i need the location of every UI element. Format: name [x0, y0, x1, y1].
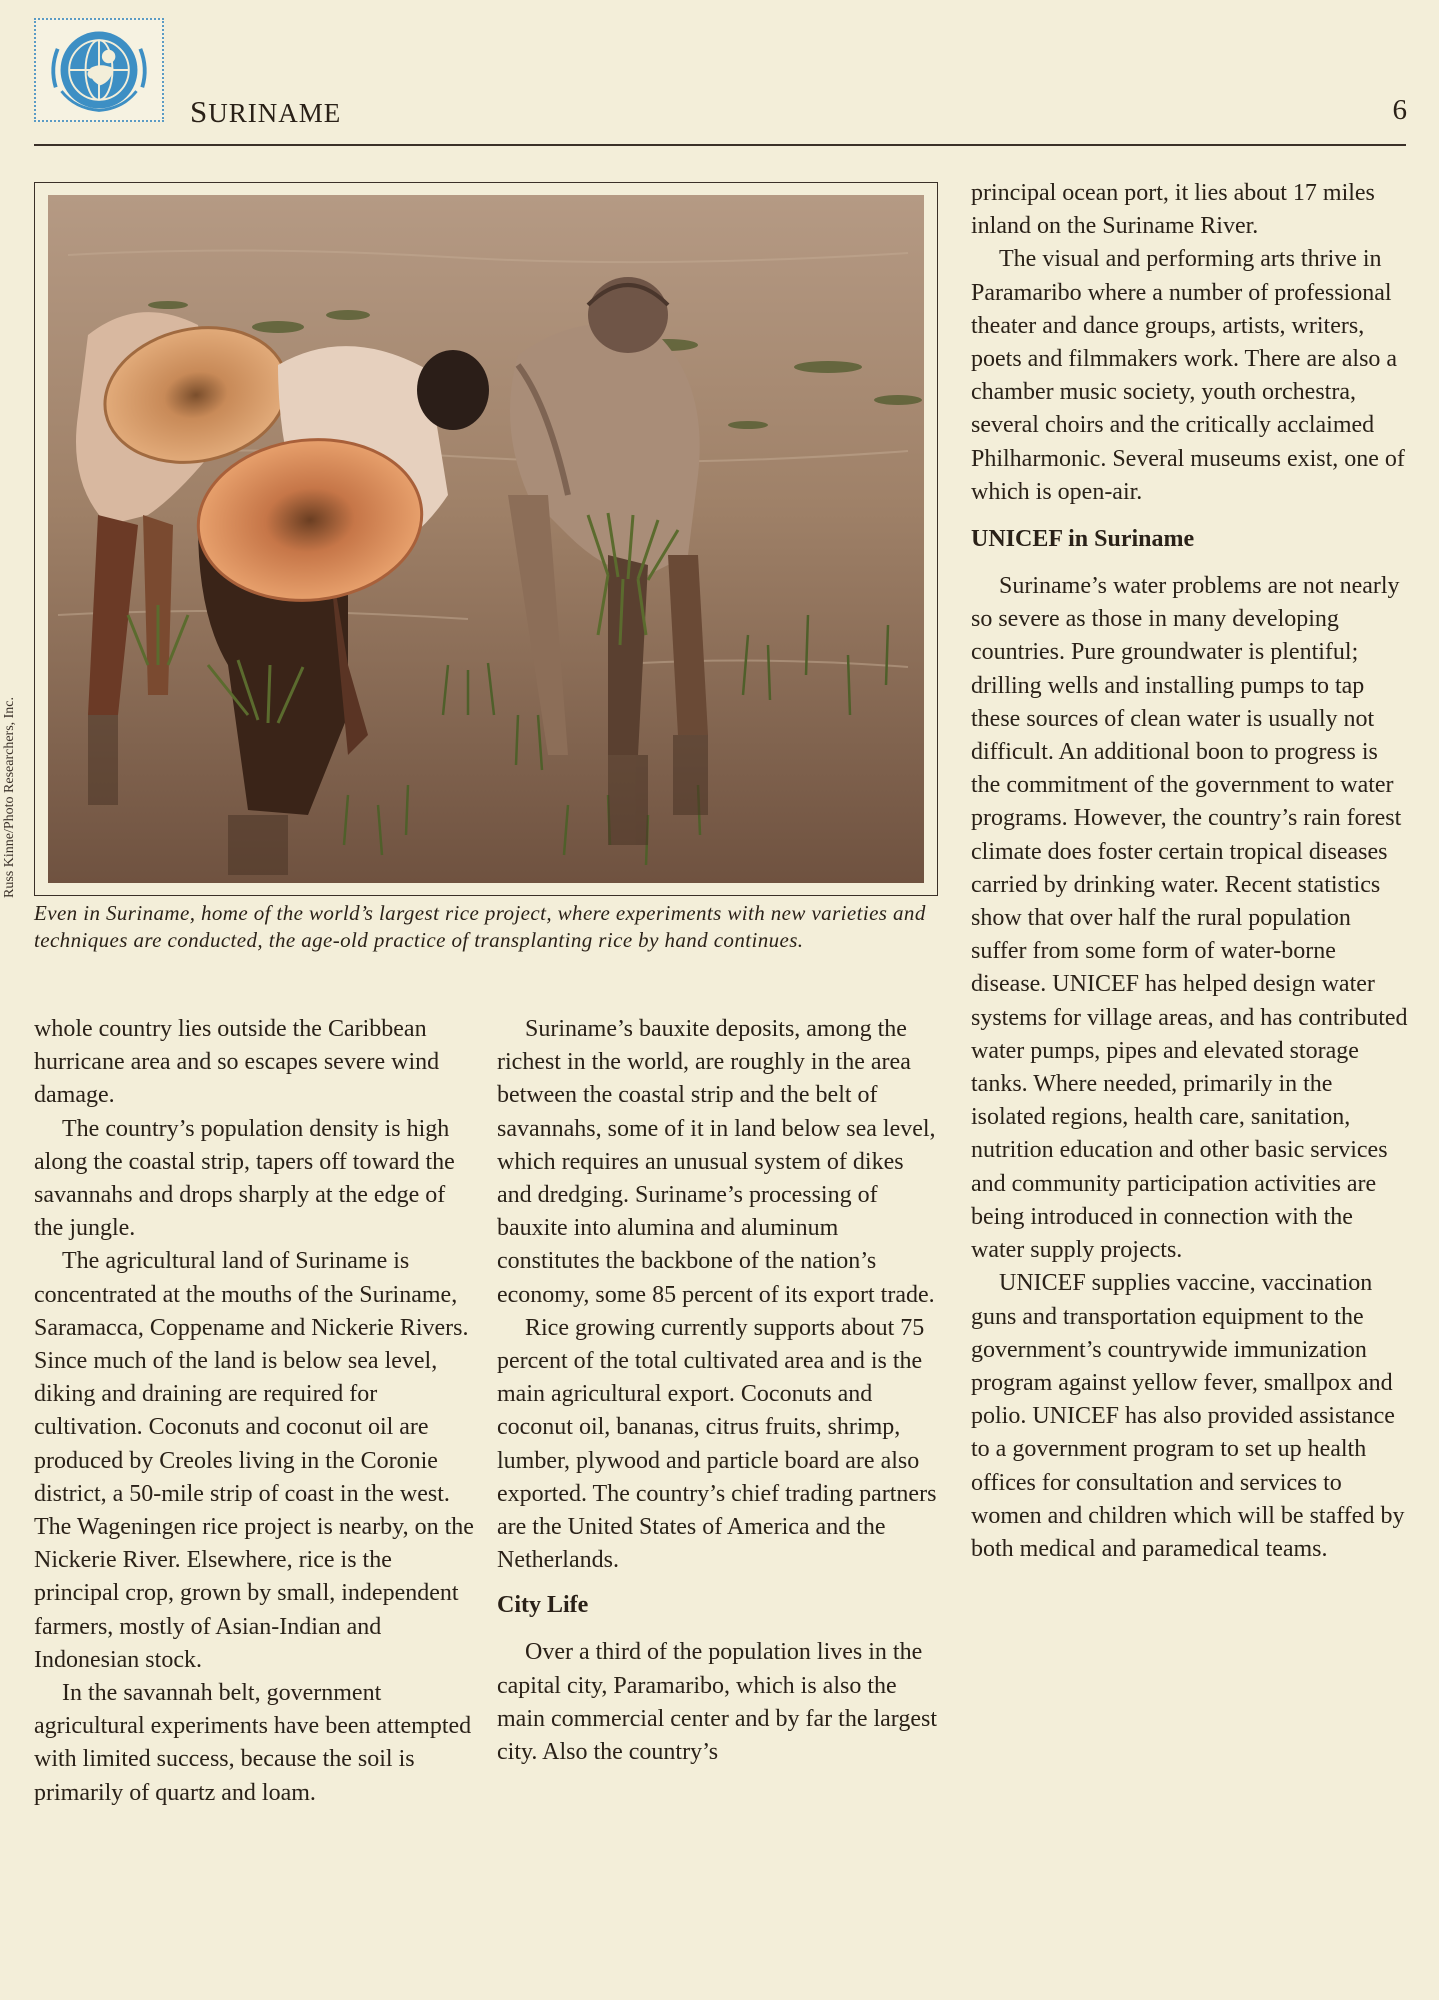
paragraph: Suriname’s bauxite deposits, among the richest in the world, are roughly in the area between the coastal strip and the belt of savannahs, some of it in land below sea level, which requires an unusual system of dikes and dredging. Suriname’s processing of bauxite into alumina and aluminum constitutes the backbone of the nation’s economy, some 85 percent of its export trade.	[497, 1016, 936, 1308]
paragraph: Over a third of the population lives in the capital city, Paramaribo, which is also the main commercial center and by far the largest city. Also the country’s	[497, 1639, 938, 1766]
column-right	[971, 177, 1411, 1566]
column-left	[34, 1013, 474, 1810]
paragraph: Suriname’s water problems are not nearly so severe as those in many developing countries. Pure groundwater is plentiful; drilling wells and installing pumps to tap these sources of clean water is usually not difficult. An additional boon to progress is the commitment of the government to water programs. However, the country’s rain forest climate does foster certain tropical diseases carried by drinking water. Recent statistics show that over half the rural population suffer from some form of water-borne disease. UNICEF has helped design water systems for village areas, and has contributed water pumps, pipes and elevated storage tanks. Where needed, primarily in the isolated regions, health care, sanitation, nutrition education and other basic services and community participation activities are being introduced in connection with the water supply projects.	[971, 573, 1408, 1264]
rice-planting-photo	[48, 195, 924, 883]
paragraph: In the savannah belt, government agricultural experiments have been attempted with limited success, because the soil is primarily of quartz and loam.	[34, 1680, 472, 1806]
paragraph: The visual and performing arts thrive in Paramaribo where a number of professional theater and dance groups, artists, writers, poets and filmmakers work. There are also a chamber music society, youth orchestra, several choirs and the critically acclaimed Philharmonic. Several museums exist, one of which is open-air.	[971, 246, 1405, 505]
column-middle	[497, 1013, 942, 1769]
paragraph: UNICEF supplies vaccine, vaccination guns and transportation equipment to the government’s countrywide immunization program against yellow fever, smallpox and polio. UNICEF has also provided assistance to a government program to set up health offices for consultation and services to women and children which will be staffed by both medical and paramedical teams.	[971, 1270, 1405, 1562]
unicef-logo	[34, 18, 164, 122]
paragraph: The country’s population density is high along the coastal strip, tapers off toward the savannahs and drops sharply at the edge of the jungle.	[34, 1115, 455, 1242]
section-heading-unicef: UNICEF in Suriname	[971, 526, 1195, 553]
photo-caption: Even in Suriname, home of the world’s largest rice project, where experiments with new varieties and techniques are conducted, the age-old practice of transplanting rice by hand continues.	[34, 901, 926, 952]
paragraph: principal ocean port, it lies about 17 miles inland on the Suriname River.	[971, 180, 1375, 240]
photo-credit: Russ Kinne/Photo Researchers, Inc.	[2, 696, 17, 898]
country-title: SURINAME	[190, 94, 342, 129]
paragraph: Rice growing currently supports about 75 percent of the total cultivated area and is the main agricultural export. Coconuts and coconut oil, bananas, citrus fruits, shrimp, lumber, plywood and particle board are also exported. The country’s chief trading partners are the United States of America and the Netherlands.	[497, 1314, 937, 1574]
paragraph: The agricultural land of Suriname is concentrated at the mouths of the Suriname, Saramacca, Coppename and Nickerie Rivers. Since much of the land is below sea level, diking and draining are required for cultivation. Coconuts and coconut oil are produced by Creoles living in the Coronie district, a 50-mile strip of coast in the west. The Wageningen rice project is nearby, on the Nickerie River. Elsewhere, rice is the principal crop, grown by small, independent farmers, mostly of Asian-Indian and Indonesian stock.	[34, 1248, 474, 1673]
unicef-emblem-icon	[36, 20, 162, 120]
header-rule	[34, 144, 1406, 146]
section-heading-city-life: City Life	[497, 1592, 589, 1619]
page-number: 6	[1392, 94, 1407, 126]
paragraph: whole country lies outside the Caribbean hurricane area and so escapes severe wind damage.	[34, 1016, 440, 1109]
